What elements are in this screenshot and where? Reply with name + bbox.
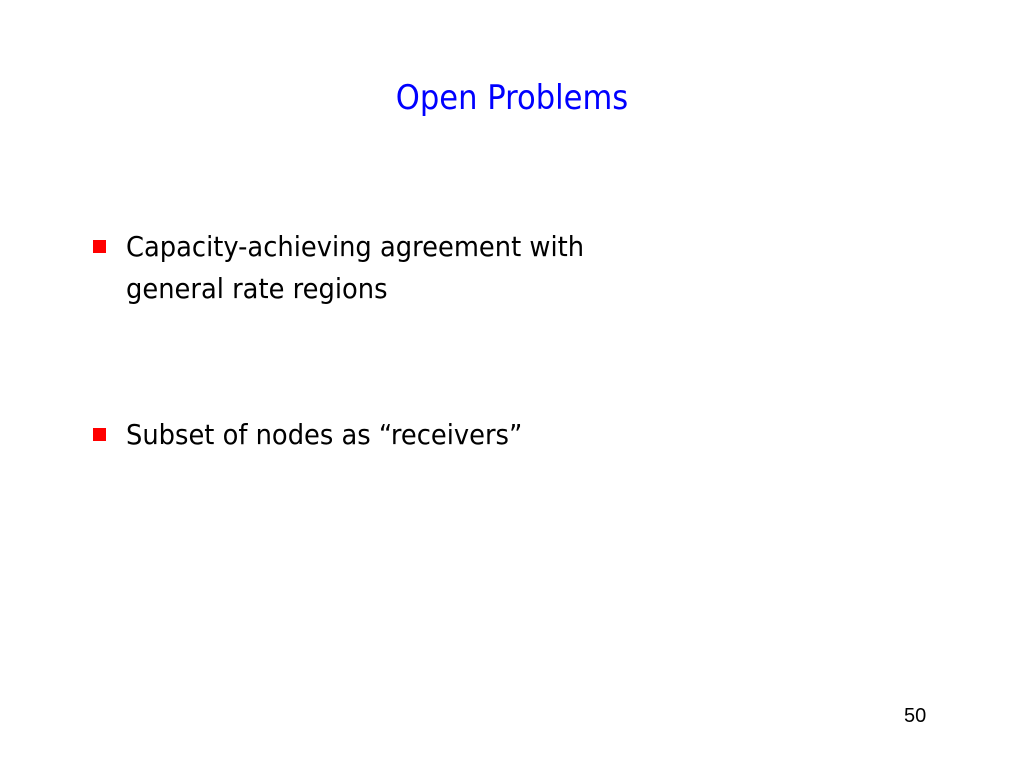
slide-title: Open Problems: [395, 78, 629, 118]
square-bullet-icon: [93, 240, 106, 253]
bullet-item: [90, 226, 790, 310]
bullet-list: [90, 226, 790, 456]
page-number: 50: [904, 705, 927, 727]
bullet-text: Capacity-achieving agreement with general rate regions: [126, 230, 585, 305]
bullet-text: Subset of nodes as “receivers”: [126, 418, 523, 451]
square-bullet-icon: [93, 428, 106, 441]
bullet-item: [90, 414, 790, 456]
